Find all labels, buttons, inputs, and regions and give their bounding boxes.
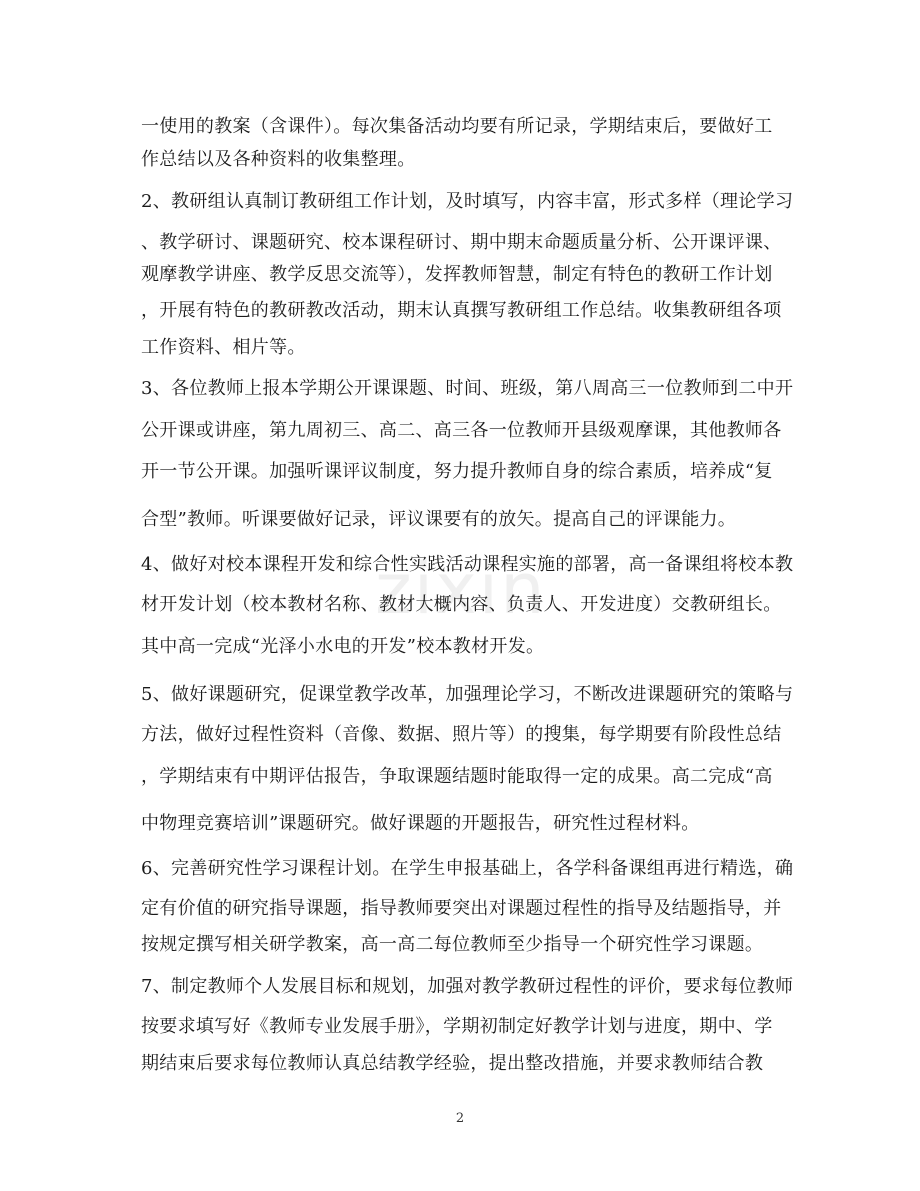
text-line: 方法，做好过程性资料（音像、数据、照片等）的搜集，每学期要有阶段性总结 xyxy=(141,724,782,745)
text-line: 开一节公开课。加强听课评议制度，努力提升教师自身的综合素质，培养成“复 xyxy=(141,461,773,482)
text-line: 材开发计划（校本教材名称、教材大概内容、负责人、开发进度）交教研组长。 xyxy=(141,594,782,615)
text-line: 4、做好对校本课程开发和综合性实践活动课程实施的部署，高一备课组将校本教 xyxy=(141,554,794,575)
text-line: ，开展有特色的教研教改活动，期末认真撰写教研组工作总结。收集教研组各项 xyxy=(141,300,782,321)
page-number: 2 xyxy=(455,1111,465,1126)
text-line: 按要求填写好《教师专业发展手册》，学期初制定好教学计划与进度，期中、学 xyxy=(141,1016,773,1037)
text-line: 观摩教学讲座、教学反思交流等），发挥教师智慧，制定有特色的教研工作计划 xyxy=(141,264,773,285)
text-line: 工作资料、相片等。 xyxy=(141,337,306,358)
text-line: 一使用的教案（含课件）。每次集备活动均要有所记录，学期结束后，要做好工 xyxy=(141,116,773,137)
text-line: 定有价值的研究指导课题，指导教师要突出对课题过程性的指导及结题指导，并 xyxy=(141,898,782,919)
text-line: ，学期结束有中期评估报告，争取课题结题时能取得一定的成果。高二完成“高 xyxy=(141,766,773,787)
text-line: 合型”教师。听课要做好记录，评议课要有的放矢。提高自己的评课能力。 xyxy=(141,509,737,530)
text-line: 中物理竞赛培训”课题研究。做好课题的开题报告，研究性过程材料。 xyxy=(141,813,700,834)
text-line: 按规定撰写相关研学教案，高一高二每位教师至少指导一个研究性学习课题。 xyxy=(141,934,764,955)
text-line: 其中高一完成“光泽小水电的开发”校本教材开发。 xyxy=(141,636,545,657)
text-line: 期结束后要求每位教师认真总结教学经验，提出整改措施，并要求教师结合教 xyxy=(141,1053,764,1074)
text-line: 、教学研讨、课题研究、校本课程研讨、期中期末命题质量分析、公开课评课、 xyxy=(141,232,782,253)
text-line: 6、完善研究性学习课程计划。在学生申报基础上，各学科备课组再进行精选，确 xyxy=(141,858,794,879)
watermark: zixin xyxy=(375,548,547,630)
text-line: 作总结以及各种资料的收集整理。 xyxy=(141,149,416,170)
text-line: 2、教研组认真制订教研组工作计划，及时填写，内容丰富，形式多样（理论学习 xyxy=(141,191,794,212)
text-line: 公开课或讲座，第九周初三、高二、高三各一位教师开县级观摩课，其他教师各 xyxy=(141,420,782,441)
text-line: 3、各位教师上报本学期公开课课题、时间、班级，第八周高三一位教师到二中开 xyxy=(141,378,794,399)
text-line: 7、制定教师个人发展目标和规划，加强对教学教研过程性的评价，要求每位教师 xyxy=(141,976,794,997)
text-line: 5、做好课题研究，促课堂教学改革，加强理论学习，不断改进课题研究的策略与 xyxy=(141,684,794,705)
